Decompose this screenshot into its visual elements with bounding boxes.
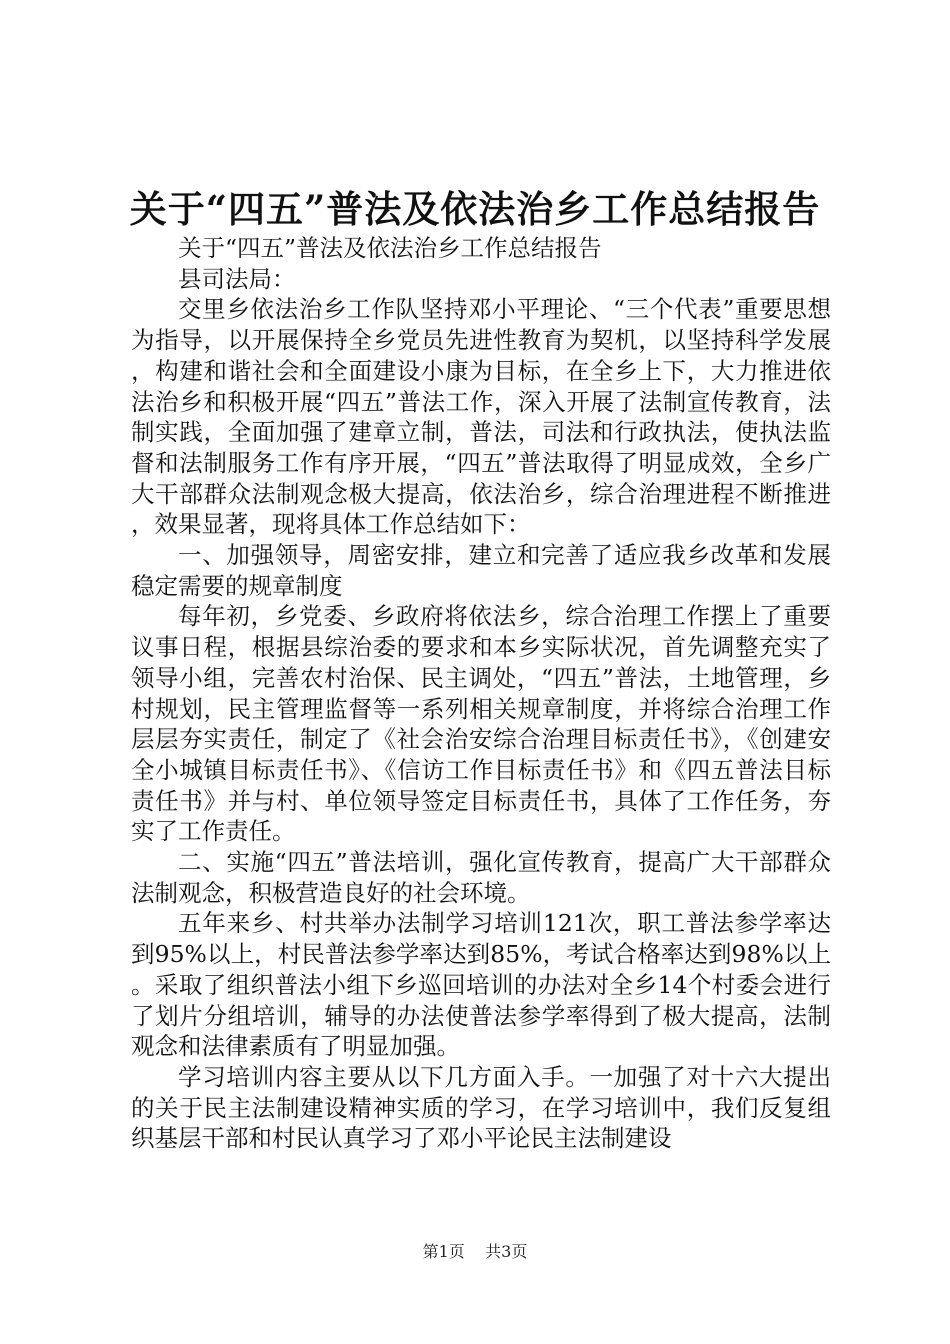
section-heading-1: 一、加强领导，周密安排，建立和完善了适应我乡改革和发展稳定需要的规章制度: [131, 541, 831, 600]
paragraph-training-content: 学习培训内容主要从以下几方面入手。一加强了对十六大提出的关于民主法制建设精神实质的学习，在学习培训中，我们反复组织基层干部和村民认真学习了邓小平论民主法制建设: [131, 1062, 831, 1153]
page-total: 共3页: [485, 1242, 528, 1261]
footer-spacer: [470, 1242, 480, 1261]
page-footer: [0, 1240, 950, 1264]
document-body: [131, 233, 831, 1154]
page-number: 第1页: [422, 1242, 465, 1261]
document-title: 关于“四五”普法及依法治乡工作总结报告: [129, 187, 821, 231]
paragraph-subtitle: 关于“四五”普法及依法治乡工作总结报告: [178, 234, 602, 262]
paragraph-intro: 交里乡依法治乡工作队坚持邓小平理论、“三个代表”重要思想为指导，以开展保持全乡党员先进性教育为契机，以坚持科学发展，构建和谐社会和全面建设小康为目标，在全乡上下，大力推进依法治乡和积极开展“四五”普法工作，深入开展了法制宣传教育，法制实践，全面加强了建章立制，普法，司法和行政执法，使执法监督和法制服务工作有序开展，“四五”普法取得了明显成效，全乡广大干部群众法制观念极大提高，依法治乡，综合治理进程不断推进，效果显著，现将具体工作总结如下：: [131, 295, 831, 539]
paragraph-section-2: 五年来乡、村共举办法制学习培训121次，职工普法参学率达到95%以上，村民普法参学率达到85%，考试合格率达到98%以上。采取了组织普法小组下乡巡回培训的办法对全乡14个村委会进行了划片分组培训，辅导的办法使普法参学率得到了极大提高，法制观念和法律素质有了明显加强。: [131, 909, 831, 1061]
section-heading-2: 二、实施“四五”普法培训，强化宣传教育，提高广大干部群众法制观念，积极营造良好的社会环境。: [131, 848, 831, 907]
paragraph-addressee: 县司法局：: [178, 264, 296, 293]
paragraph-section-1: 每年初，乡党委、乡政府将依法乡，综合治理工作摆上了重要议事日程，根据县综治委的要求和本乡实际状况，首先调整充实了领导小组，完善农村治保、民主调处，“四五”普法，土地管理，乡村规划，民主管理监督等一系列相关规章制度，并将综合治理工作层层夯实责任，制定了《社会治安综合治理目标责任书》，《创建安全小城镇目标责任书》、《信访工作目标责任书》和《四五普法目标责任书》并与村、单位领导签定目标责任书，具体了工作任务，夯实了工作责任。: [131, 602, 831, 846]
